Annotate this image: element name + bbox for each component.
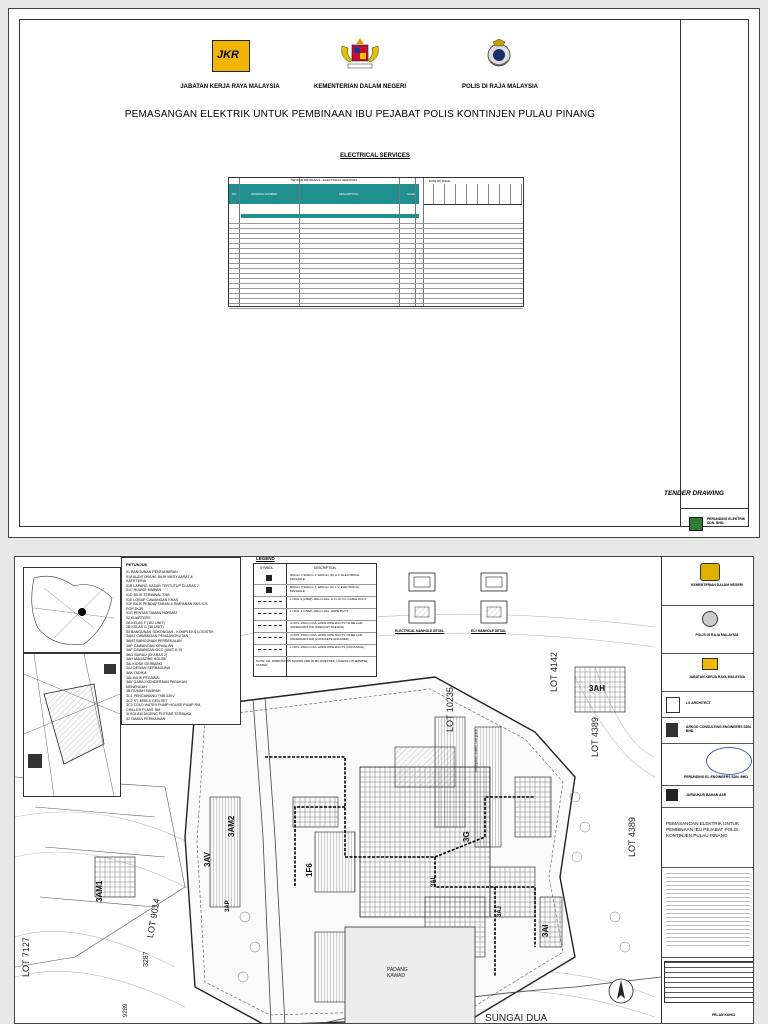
key-row-text: 1 NOS. 150mm DIA. HDPE PIPE DUCTS (CROSSING) (290, 645, 365, 649)
firm-name: PERUNDING ELEKTRIK SDN. BHD. (707, 517, 746, 525)
building-3ah-label: 3AH (589, 684, 606, 693)
building-3ai-label: 3AI (541, 924, 550, 937)
legend-item: 2B KELAS G (36 UNIT) (126, 625, 164, 630)
key-symbol (258, 637, 282, 638)
lot-4142-label: LOT 4142 (549, 652, 559, 692)
table-row (229, 303, 523, 309)
tb-me (662, 743, 754, 786)
legend-item: 01B LAPANG SASAR TERTUTUP DI ARAS 2 (126, 583, 200, 588)
tb-project-title: PEMASANGAN ELEKTRIK UNTUK PEMBINAAN IBU PEJABAT POLIS KONTINJEN PULAU PINANG (666, 821, 740, 838)
hv-manhole-detail (395, 569, 455, 639)
tender-drawing-label: TENDER DRAWING (664, 490, 724, 497)
status-caption: DATE OF ISSUE (429, 179, 451, 183)
cs-logo-icon (666, 723, 678, 737)
legend-item: 01 BANGUNAN PENTADBIRAN (126, 570, 178, 574)
legend-item: 3J TAMAN PERMAINAN (126, 717, 166, 721)
drawing-index-sheet (8, 8, 760, 538)
police-crest-icon (483, 38, 515, 70)
tb-cs (662, 717, 754, 744)
legend-item: 01F BILIK PENDAFTARAN & SIMPANAN BKS ICS (126, 602, 208, 607)
consultant-block (681, 508, 748, 541)
legend-item: 3AV GARAJ KENDERAAN PASUKAN (126, 680, 187, 685)
sheet-border (19, 19, 749, 527)
legend-item: 02 KUARTERS (126, 615, 151, 620)
legend-item: MENENGAH (126, 684, 147, 689)
revision-table (664, 961, 754, 1003)
jkr-logo-text: JKR (217, 49, 240, 61)
key-symbol (258, 625, 282, 626)
legend-list (126, 570, 214, 722)
legend-item: 3AP CAWANGAN KEWALAN (126, 643, 174, 648)
title-block (661, 557, 754, 1024)
table-header (229, 184, 419, 204)
section-title: ELECTRICAL SERVICES (340, 153, 410, 159)
architect-logo-icon (666, 697, 680, 713)
site-key-plan-sheet (14, 556, 754, 1024)
lot-10235-label: LOT 10235 (445, 687, 455, 732)
company-stamp-icon (706, 747, 752, 775)
tb-cs-name: ARKOD CONSULTING ENGINEERS SDN. BHD. (686, 725, 752, 733)
tb-pd-name: JABATAN KERJA RAYA MALAYSIA (688, 675, 746, 679)
building-3am1-label: 3AM1 (95, 880, 104, 902)
legend-item: 01A AUDITORIUM, BILIK MESYUARAT & (126, 574, 193, 579)
key-symbol (258, 613, 282, 614)
tb-user-name: POLIS DI RAJA MALAYSIA (695, 633, 739, 637)
logo-label-pdrm: POLIS DI RAJA MALAYSIA (462, 84, 538, 90)
status-grid (423, 184, 522, 205)
tb-drawing-title: PELAN KUNCI (712, 1013, 736, 1017)
key-row-text: 900mm X 900mm X 1200mm (D) H.V. ELECTRICAL MANHOLE (290, 573, 360, 581)
key-title: LEGEND (256, 556, 275, 561)
legend-item: POP JKJR (126, 606, 144, 611)
key-symbol (266, 587, 272, 593)
location-map-inset (23, 567, 121, 653)
project-title: PEMASANGAN ELEKTRIK UNTUK PEMBINAAN IBU PEJABAT POLIS KONTINJEN PULAU PINANG (124, 109, 596, 120)
legend-item: 3AL BILIK PEGAWAI (126, 675, 160, 680)
legend-item: 3AH MAGAZINE HOUSE (126, 657, 167, 662)
legend-item: 2A KELAS F (102 UNIT) (126, 620, 165, 625)
legend-item: 3AM2 BANGUNAN PERBEKALAN (126, 638, 182, 643)
key-note: NOTE: ALL DIMENSIONS SHOWN ARE IN MILLIMETRES, UNLESS OTHERWISE STATED (256, 659, 368, 667)
key-head-symbol: SYMBOL (260, 566, 274, 570)
elv-manhole-detail (467, 569, 527, 639)
tb-architect-name: LS ARCHITECT (686, 701, 711, 705)
legend-item: 01D BILIK TERMINAL TNB (126, 592, 170, 597)
building-3g-label: 3G (462, 831, 471, 842)
key-row-divider (254, 656, 376, 657)
building-3aj-label: 3AJ (497, 905, 503, 917)
building-3ap-label: 3AP (225, 900, 231, 912)
jkr-small-icon (702, 658, 718, 670)
north-arrow-icon (607, 977, 635, 1005)
key-row-text: 4 NOS. 150mm DIA. HDPE PIPE DUCTS TO BE LAID UNDERGROUND (PRECAST TRENCH) (290, 621, 363, 629)
logo-label-kdn: KEMENTERIAN DALAM NEGERI (313, 84, 406, 90)
col-no: NO (232, 192, 237, 196)
building-3al-label: 3AL (431, 875, 437, 887)
lot-3287-label: 3287 (143, 951, 150, 967)
legend-item: 3C3 COLD WATER PUMP HOUSE PUMP RM, (126, 703, 202, 708)
building-3am2-label: 3AM2 (227, 815, 236, 837)
coat-of-arms-icon (338, 36, 382, 72)
legend-item: 3AJ DEWAN SERBAGUNA (126, 666, 170, 671)
car-park-label: reception traffic car park (473, 729, 478, 772)
legend-item: CHILLER PLANT RM (126, 707, 161, 712)
key-row-text: 1 NOS. 4 (150Ø) 160mm DIA. HDPE DUCT (290, 609, 349, 613)
tb-qs (662, 785, 754, 808)
hv-manhole-caption: ELECTRICAL MANHOLE DETAIL (395, 629, 445, 633)
building-3av-label: 3AV (203, 852, 212, 867)
tb-qs-name: JURUUKUR BAHAN ASR (686, 793, 727, 797)
key-symbol (258, 601, 282, 602)
title-block-divider (680, 20, 681, 526)
key-row-text: 900mm X 900mm X 1200mm (D) L.V. ELECTRICAL MANHOLE (290, 585, 360, 593)
legend-item: 3B RUMAH SAMPAH (126, 689, 161, 694)
lot-9289-label: 9289 (123, 1003, 129, 1017)
col-description: DESCRIPTION (339, 192, 359, 196)
key-row-text: 4 NOS. 150mm DIA. HDPE PIPE DUCTS TO BE LAID UNDERGROUND (CONCRETE ENCASED) (290, 633, 363, 641)
lot-9014-label: LOT 9014 (145, 897, 162, 939)
site-vicinity-inset (23, 653, 121, 797)
table-caption: TENDER DRAWINGS - ELECTRICAL SERVICES (290, 178, 358, 182)
tb-user (662, 605, 754, 654)
cable-legend (253, 556, 377, 677)
legend-item: 3AM1 CAWANGAN PENGANGKUTAN (126, 634, 189, 639)
jkr-logo-icon (212, 40, 250, 72)
qs-logo-icon (666, 789, 678, 801)
key-head-desc: DESCRIPTION (314, 566, 336, 570)
lot-4389b-label: LOT 4389 (627, 817, 637, 857)
tb-revisions (662, 957, 754, 1024)
elv-manhole-caption: ELV MANHOLE DETAIL (471, 629, 507, 633)
legend-item: 3AF CAWANGAN OCC (UNIT K-9) (126, 648, 182, 653)
key-symbol (258, 649, 282, 650)
lot-4389-label: LOT 4389 (590, 717, 600, 757)
tb-project (662, 807, 754, 868)
legend-item: 01E LORAP CAWANGAN KHAS (126, 597, 179, 602)
logo-label-jkr: JABATAN KERJA RAYA MALAYSIA (180, 84, 280, 90)
legend-item: 01C RUANG SIMPAN (126, 588, 162, 593)
police-crest-small-icon (702, 611, 718, 627)
col-drawing-number: DRAWING NUMBER (251, 192, 278, 196)
firm-logo-icon (689, 517, 703, 531)
legend-item: 3C2 ST. MSB & GEN SET (126, 698, 168, 703)
lot-7127-label: LOT 7127 (21, 937, 31, 977)
notes-lines (666, 873, 750, 949)
tb-architect (662, 691, 754, 718)
legend-title: PETUNJUK (126, 562, 148, 567)
legend-item: 01G PENTAS TAMAN HORMAT (126, 611, 178, 616)
tb-client (662, 557, 754, 606)
tb-client-name: KEMENTERIAN DALAM NEGERI (691, 583, 743, 587)
legend-item: 3AG SURAU (DI ARAS 2) (126, 652, 168, 657)
tb-me-name: PERUNDING EL ENGINEERS SDN. BHD. (684, 775, 749, 779)
drawing-register-table (228, 177, 524, 307)
legend-item: 3AI KIOSK GERBANG (126, 661, 163, 666)
legend-item: 3AK TADIKA (126, 671, 147, 676)
legend-item: 3I KOLAM DIGENG PUTRAS TERBUKA (126, 712, 192, 717)
legend-item: 03 BANGUNAN SOKONGAN - KOMPLEKS LOGISTIK (126, 629, 214, 634)
road-name-label: SUNGAI DUA (485, 1013, 548, 1024)
key-row-text: 1 NOS. 9 (200Ø) 160mm DIA. H.V.U.P.V.C CABLE DUCT (290, 597, 367, 601)
key-symbol (266, 575, 272, 581)
tb-pd (662, 653, 754, 692)
building-1f6-label: 1F6 (305, 863, 314, 877)
legend-item: 3C1 PENCAWANG TNB 33KV (126, 694, 175, 699)
col-scale: SCALE (407, 192, 417, 196)
legend-item: KAFETERIA (126, 579, 146, 584)
tb-notes (662, 867, 754, 958)
building-legend (121, 557, 241, 725)
padang-label: PADANG KAWAD (387, 967, 408, 979)
coat-of-arms-small-icon (700, 563, 720, 581)
